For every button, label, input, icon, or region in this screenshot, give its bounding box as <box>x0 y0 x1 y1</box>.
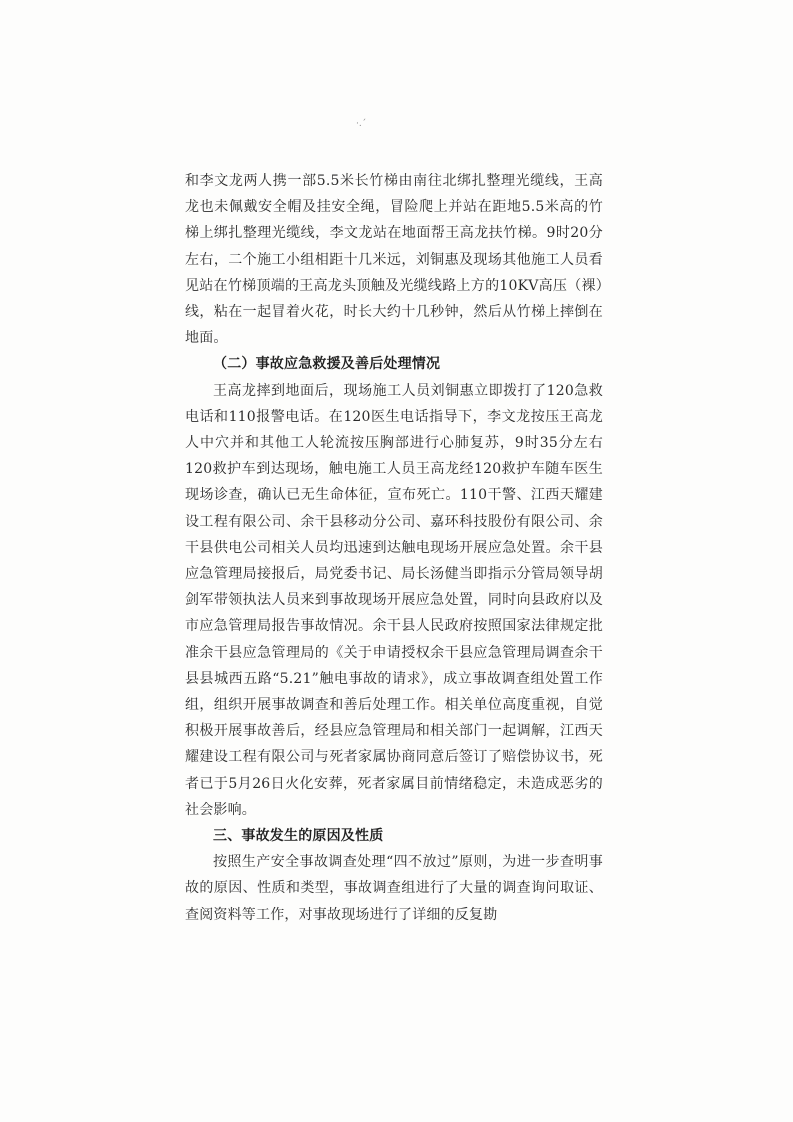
document-body <box>185 168 603 928</box>
section-heading-emergency-rescue: （二）事故应急救援及善后处理情况 <box>213 356 441 373</box>
paragraph-accident-process-continued: 和李文龙两人携一部5.5米长竹梯由南往北绑扎整理光缆线，王高龙也未佩戴安全帽及挂安全绳，冒险爬上并站在距地5.5米高的竹梯上绑扎整理光缆线，李文龙站在地面帮王高龙扶竹梯。9时20分左右，二个施工小组相距十几米远，刘铜惠及现场其他施工人员看见站在竹梯顶端的王高龙头顶触及光缆线路上方的10KV高压（裸）线，粘在一起冒着火花，时长大约十几秒钟，然后从竹梯上摔倒在地面。 <box>185 173 603 347</box>
section-heading-cause-and-nature: 三、事故发生的原因及性质 <box>213 828 384 845</box>
paragraph-cause-and-nature: 按照生产安全事故调查处理“四不放过”原则，为进一步查明事故的原因、性质和类型，事故调查组进行了大量的调查询问取证、查阅资料等工作，对事故现场进行了详细的反复勘 <box>185 854 603 923</box>
scan-speck-mark: ·.´ <box>356 119 367 129</box>
paragraph-emergency-rescue: 王高龙摔到地面后，现场施工人员刘铜惠立即拨打了120急救电话和110报警电话。在120医生电话指导下，李文龙按压王高龙人中穴并和其他工人轮流按压胸部进行心肺复苏，9时35分左右120救护车到达现场，触电施工人员王高龙经120救护车随车医生现场诊查，确认已无生命体征，宣布死亡。110干警、江西天耀建设工程有限公司、余干县移动分公司、嘉环科技股份有限公司、余干县供电公司相关人员均迅速到达触电现场开展应急处置。余干县应急管理局接报后，局党委书记、局长汤健当即指示分管局领导胡剑军带领执法人员来到事故现场开展应急处置，同时向县政府以及市应急管理局报告事故情况。余干县人民政府按照国家法律规定批准余干县应急管理局的《关于申请授权余干县应急管理局调查余干县县城西五路“5.21”触电事故的请求》，成立事故调查组处置工作组，组织开展事故调查和善后处理工作。相关单位高度重视，自觉积极开展事故善后，经县应急管理局和相关部门一起调解，江西天耀建设工程有限公司与死者家属协商同意后签订了赔偿协议书，死者已于5月26日火化安葬，死者家属目前情绪稳定，未造成恶劣的社会影响。 <box>185 382 603 818</box>
